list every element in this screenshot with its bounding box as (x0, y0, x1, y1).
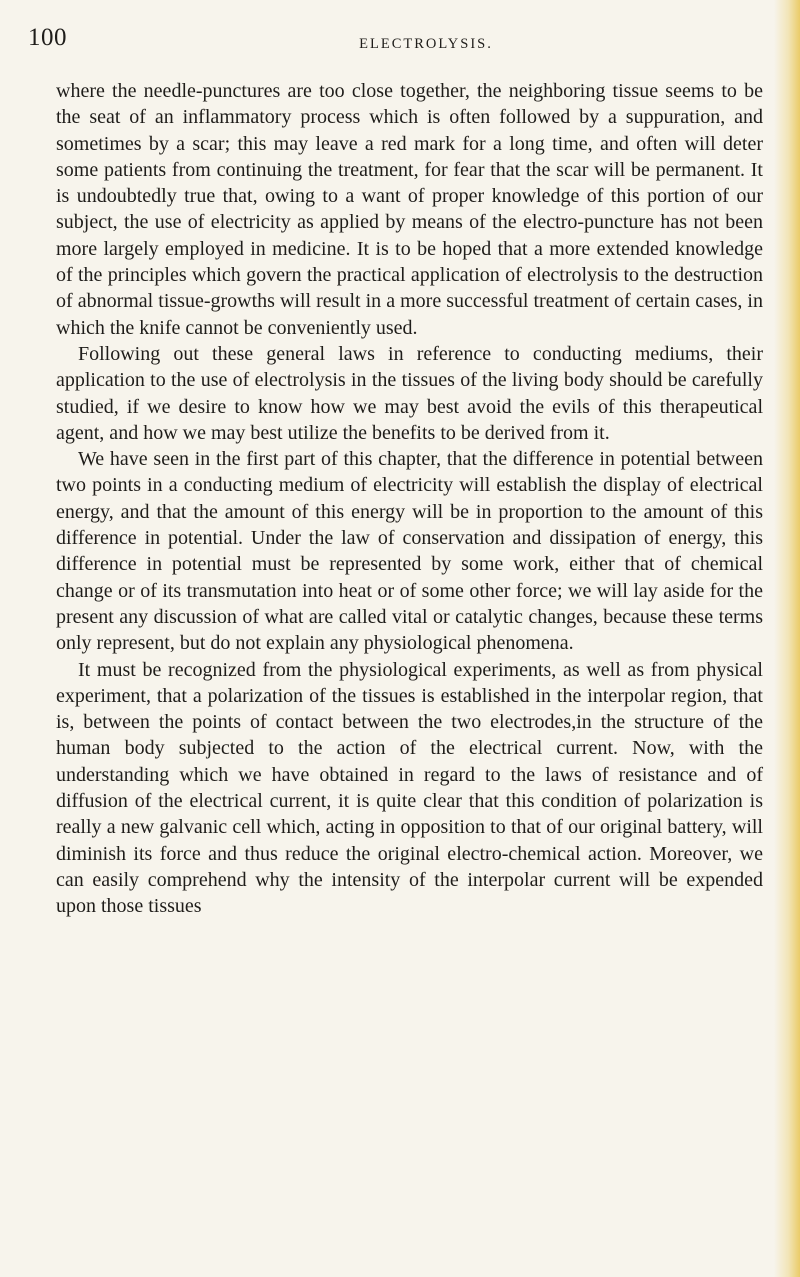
page-edge-stain (774, 0, 800, 1277)
body-text (56, 78, 763, 920)
page-header (28, 24, 768, 58)
page-number: 100 (28, 24, 67, 51)
paragraph: where the needle-punctures are too close together, the neighboring tissue seems to be the seat of an inflammatory process which is often followed by a suppuration, and sometimes by a scar; this may leave a red mark for a long time, and often will deter some patients from continuing the treatment, for fear that the scar will be permanent. It is undoubtedly true that, owing to a want of proper knowledge of this portion of our subject, the use of electricity as applied by means of the electro-puncture has not been more largely employed in medicine. It is to be hoped that a more extended knowledge of the principles which govern the practical application of electrolysis to the destruction of abnormal tissue-growths will result in a more successful treatment of certain cases, in which the knife cannot be conveniently used. (56, 80, 763, 339)
paragraph: It must be recognized from the physiological experiments, as well as from physical experiment, that a polarization of the tissues is established in the interpolar region, that is, between the points of contact between the two electrodes,in the structure of the human body subjected to the action of the electrical current. Now, with the understanding which we have obtained in regard to the laws of resistance and of diffusion of the electrical current, it is quite clear that this condition of polarization is really a new galvanic cell which, acting in opposition to that of our original battery, will diminish its force and thus reduce the original electro-chemical action. Moreover, we can easily comprehend why the intensity of the interpolar current will be expended upon those tissues (56, 658, 763, 918)
paragraph: We have seen in the first part of this chapter, that the difference in potential between two points in a conducting medium of electricity will establish the display of electrical energy, and that the amount of this energy will be in proportion to the amount of this difference in potential. Under the law of conservation and dissipation of energy, this difference in potential must be represented by some work, either that of chemical change or of its transmutation into heat or of some other force; we will lay aside for the present any discussion of what are called vital or catalytic changes, because these terms only represent, but do not explain any physiological phenomena. (56, 448, 763, 655)
running-head: ELECTROLYSIS. (359, 36, 493, 52)
paragraph: Following out these general laws in reference to conducting mediums, their application to the use of electrolysis in the tissues of the living body should be carefully studied, if we desire to know how we may best avoid the evils of this therapeutical agent, and how we may best utilize the benefits to be derived from it. (56, 342, 763, 444)
